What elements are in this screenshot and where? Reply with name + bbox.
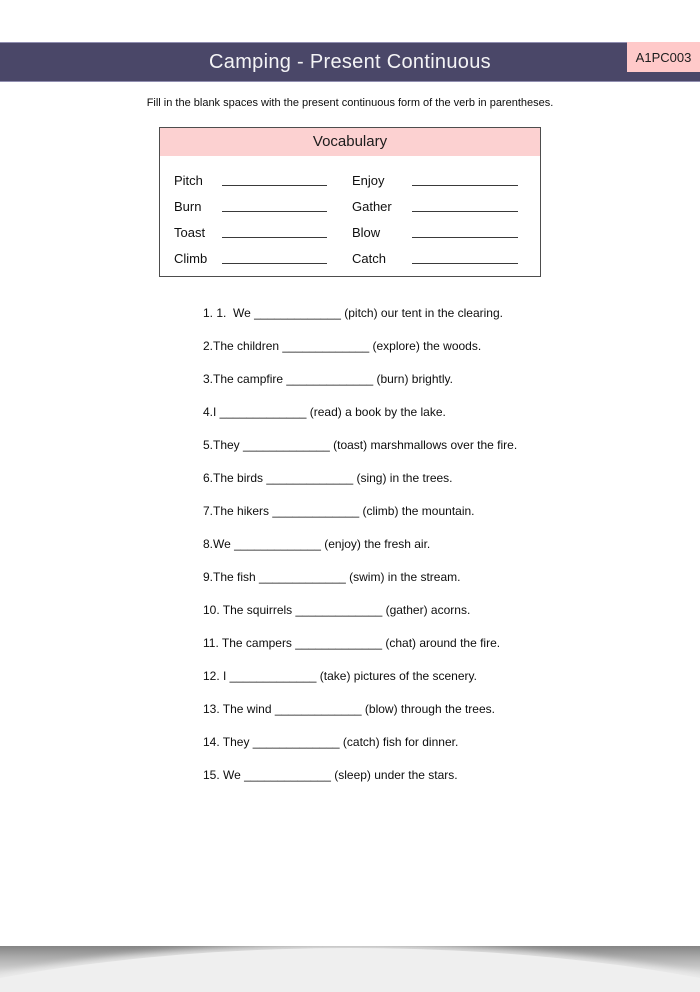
sentence-15: 15. We _____________ (sleep) under the stars.: [203, 768, 458, 782]
sentence-5: 5.They _____________ (toast) marshmallows over the fire.: [203, 438, 518, 452]
vocabulary-row: [174, 189, 520, 215]
exercise-sentence-list: [203, 306, 700, 782]
sentence-1: 1. 1. We _____________ (pitch) our tent in the clearing.: [203, 306, 503, 320]
vocab-answer-blank: [412, 185, 518, 186]
sentence-12: 12. I _____________ (take) pictures of the scenery.: [203, 669, 477, 683]
sentence-9: 9.The fish _____________ (swim) in the stream.: [203, 570, 461, 584]
vocab-answer-blank: [222, 237, 327, 238]
vocab-word-climb: Climb: [174, 251, 208, 266]
vocab-answer-blank: [222, 211, 327, 212]
vocab-answer-blank: [412, 211, 518, 212]
sentence-7: 7.The hikers _____________ (climb) the mountain.: [203, 504, 475, 518]
sentence-10: 10. The squirrels _____________ (gather) acorns.: [203, 603, 471, 617]
vocab-answer-blank: [412, 263, 518, 264]
sentence-2: 2.The children _____________ (explore) the woods.: [203, 339, 482, 353]
vocabulary-row: [174, 241, 520, 267]
vocab-word-gather: Gather: [352, 199, 392, 214]
vocabulary-title: Vocabulary: [160, 128, 540, 156]
instruction-text: Fill in the blank spaces with the present continuous form of the verb in parentheses.: [146, 97, 554, 109]
title-bar: [0, 42, 700, 82]
vocab-word-enjoy: Enjoy: [352, 173, 385, 188]
sentence-14: 14. They _____________ (catch) fish for dinner.: [203, 735, 459, 749]
vocab-word-burn: Burn: [174, 199, 202, 214]
vocabulary-box: [159, 127, 541, 277]
vocab-word-pitch: Pitch: [174, 173, 203, 188]
vocabulary-row: [174, 215, 520, 241]
vocab-word-blow: Blow: [352, 225, 381, 240]
sentence-3: 3.The campfire _____________ (burn) brightly.: [203, 372, 453, 386]
vocabulary-body: [160, 156, 540, 276]
vocab-answer-blank: [222, 263, 327, 264]
worksheet-code-badge: [627, 42, 700, 72]
sentence-11: 11. The campers _____________ (chat) around the fire.: [203, 636, 501, 650]
page-curl-shadow: [0, 946, 700, 992]
sentence-6: 6.The birds _____________ (sing) in the trees.: [203, 471, 453, 485]
vocabulary-row: [174, 163, 520, 189]
page-title: Camping - Present Continuous: [209, 50, 491, 73]
worksheet-code: A1PC003: [635, 49, 692, 65]
sentence-4: 4.I _____________ (read) a book by the lake.: [203, 405, 446, 419]
sentence-13: 13. The wind _____________ (blow) through the trees.: [203, 702, 495, 716]
vocab-answer-blank: [412, 237, 518, 238]
sentence-8: 8.We _____________ (enjoy) the fresh air.: [203, 537, 431, 551]
vocab-word-catch: Catch: [352, 251, 386, 266]
vocab-answer-blank: [222, 185, 327, 186]
vocab-word-toast: Toast: [174, 225, 206, 240]
